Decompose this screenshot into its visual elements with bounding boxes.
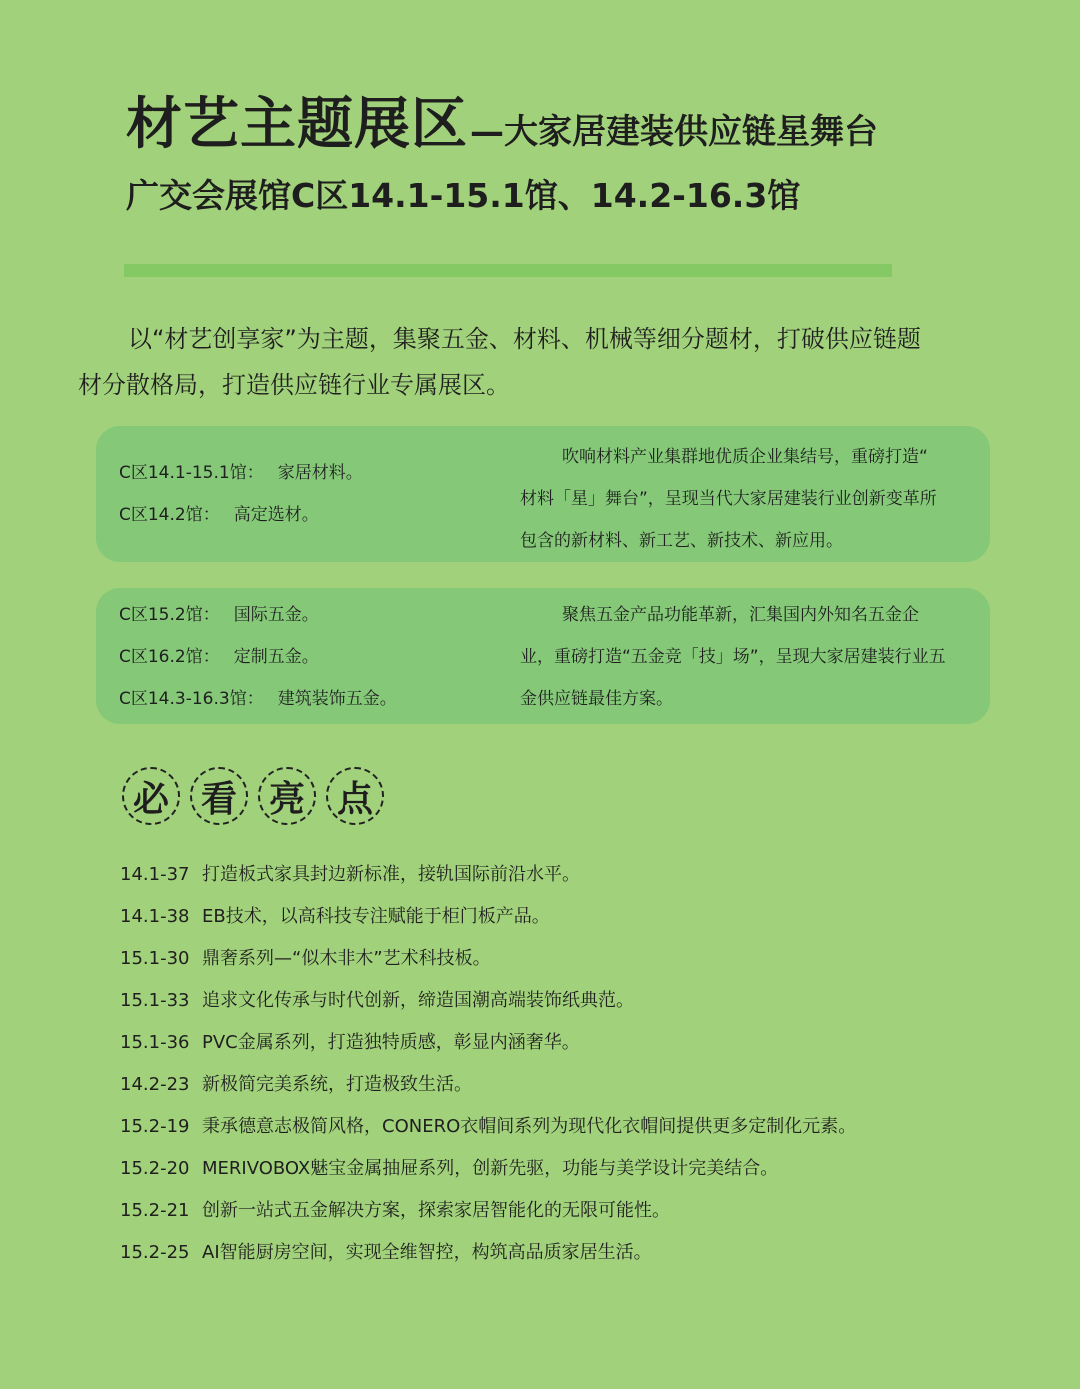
title-sub: —大家居建装供应链星舞台 bbox=[470, 112, 878, 152]
hall-code: C区14.1-15.1馆： bbox=[119, 463, 264, 483]
hall-desc: 家居材料。 bbox=[277, 463, 363, 483]
list-item bbox=[120, 1190, 856, 1232]
booth-code: 14.2-23 bbox=[120, 1074, 190, 1095]
hall-list bbox=[119, 594, 397, 720]
venue-subtitle: 广交会展馆C区14.1-15.1馆、14.2-16.3馆 bbox=[126, 176, 801, 215]
booth-code: 15.2-25 bbox=[120, 1242, 190, 1263]
hall-item bbox=[119, 594, 397, 636]
intro-line: 以“材艺创享家”为主题，集聚五金、材料、机械等细分题材，打破供应链题 bbox=[128, 325, 921, 353]
booth-code: 15.1-30 bbox=[120, 948, 190, 969]
highlight-text: AI智能厨房空间，实现全维智控，构筑高品质家居生活。 bbox=[202, 1242, 652, 1263]
list-item bbox=[120, 896, 856, 938]
booth-code: 15.2-19 bbox=[120, 1116, 190, 1137]
heading-badge: 必 bbox=[122, 767, 180, 825]
zone-description bbox=[520, 594, 970, 720]
hall-code: C区16.2馆： bbox=[119, 647, 220, 667]
hall-item bbox=[119, 452, 363, 494]
heading-badge: 亮 bbox=[258, 767, 316, 825]
list-item bbox=[120, 980, 856, 1022]
title-main: 材艺主题展区 bbox=[126, 92, 468, 157]
heading-badge: 看 bbox=[190, 767, 248, 825]
heading-badge: 点 bbox=[326, 767, 384, 825]
hall-item bbox=[119, 678, 397, 720]
booth-code: 14.1-37 bbox=[120, 864, 190, 885]
intro-paragraph bbox=[78, 316, 1008, 408]
highlight-text: PVC金属系列，打造独特质感，彰显内涵奢华。 bbox=[202, 1032, 580, 1053]
desc-line: 包含的新材料、新工艺、新技术、新应用。 bbox=[520, 531, 843, 551]
desc-line: 聚焦五金产品功能革新，汇集国内外知名五金企 bbox=[562, 605, 919, 625]
hall-list bbox=[119, 452, 363, 536]
highlight-text: MERIVOBOX魅宝金属抽屉系列，创新先驱，功能与美学设计完美结合。 bbox=[202, 1158, 779, 1179]
booth-code: 15.1-36 bbox=[120, 1032, 190, 1053]
hall-desc: 高定选材。 bbox=[233, 505, 319, 525]
booth-code: 15.2-21 bbox=[120, 1200, 190, 1221]
hall-item bbox=[119, 636, 397, 678]
highlight-text: 新极简完美系统，打造极致生活。 bbox=[202, 1074, 472, 1095]
hall-desc: 国际五金。 bbox=[233, 605, 319, 625]
booth-code: 14.1-38 bbox=[120, 906, 190, 927]
desc-line: 业，重磅打造“五金竞「技」场”，呈现大家居建装行业五 bbox=[520, 647, 946, 667]
list-item bbox=[120, 938, 856, 980]
desc-line: 吹响材料产业集群地优质企业集结号，重磅打造“ bbox=[562, 447, 928, 467]
highlights-heading bbox=[122, 767, 384, 825]
hall-code: C区14.3-16.3馆： bbox=[119, 689, 264, 709]
highlight-text: EB技术，以高科技专注赋能于柜门板产品。 bbox=[202, 906, 550, 927]
intro-line: 材分散格局，打造供应链行业专属展区。 bbox=[78, 371, 510, 399]
highlight-text: 创新一站式五金解决方案，探索家居智能化的无限可能性。 bbox=[202, 1200, 670, 1221]
highlights-list bbox=[120, 854, 856, 1274]
list-item bbox=[120, 1064, 856, 1106]
highlight-text: 秉承德意志极简风格，CONERO衣帽间系列为现代化衣帽间提供更多定制化元素。 bbox=[202, 1116, 857, 1137]
list-item bbox=[120, 1106, 856, 1148]
desc-line: 材料「星」舞台”，呈现当代大家居建装行业创新变革所 bbox=[520, 489, 937, 509]
booth-code: 15.1-33 bbox=[120, 990, 190, 1011]
zone-description bbox=[520, 436, 970, 562]
highlight-text: 打造板式家具封边新标准，接轨国际前沿水平。 bbox=[202, 864, 580, 885]
hall-desc: 建筑装饰五金。 bbox=[277, 689, 397, 709]
hall-desc: 定制五金。 bbox=[233, 647, 319, 667]
list-item bbox=[120, 854, 856, 896]
desc-line: 金供应链最佳方案。 bbox=[520, 689, 673, 709]
page-title bbox=[126, 80, 878, 160]
hall-item bbox=[119, 494, 363, 536]
zone-panel-materials bbox=[96, 426, 990, 562]
zone-panel-hardware bbox=[96, 588, 990, 724]
list-item bbox=[120, 1148, 856, 1190]
list-item bbox=[120, 1232, 856, 1274]
highlight-text: 追求文化传承与时代创新，缔造国潮高端装饰纸典范。 bbox=[202, 990, 634, 1011]
list-item bbox=[120, 1022, 856, 1064]
hall-code: C区15.2馆： bbox=[119, 605, 220, 625]
highlight-text: 鼎奢系列—“似木非木”艺术科技板。 bbox=[202, 948, 491, 969]
divider bbox=[124, 264, 892, 277]
hall-code: C区14.2馆： bbox=[119, 505, 220, 525]
booth-code: 15.2-20 bbox=[120, 1158, 190, 1179]
